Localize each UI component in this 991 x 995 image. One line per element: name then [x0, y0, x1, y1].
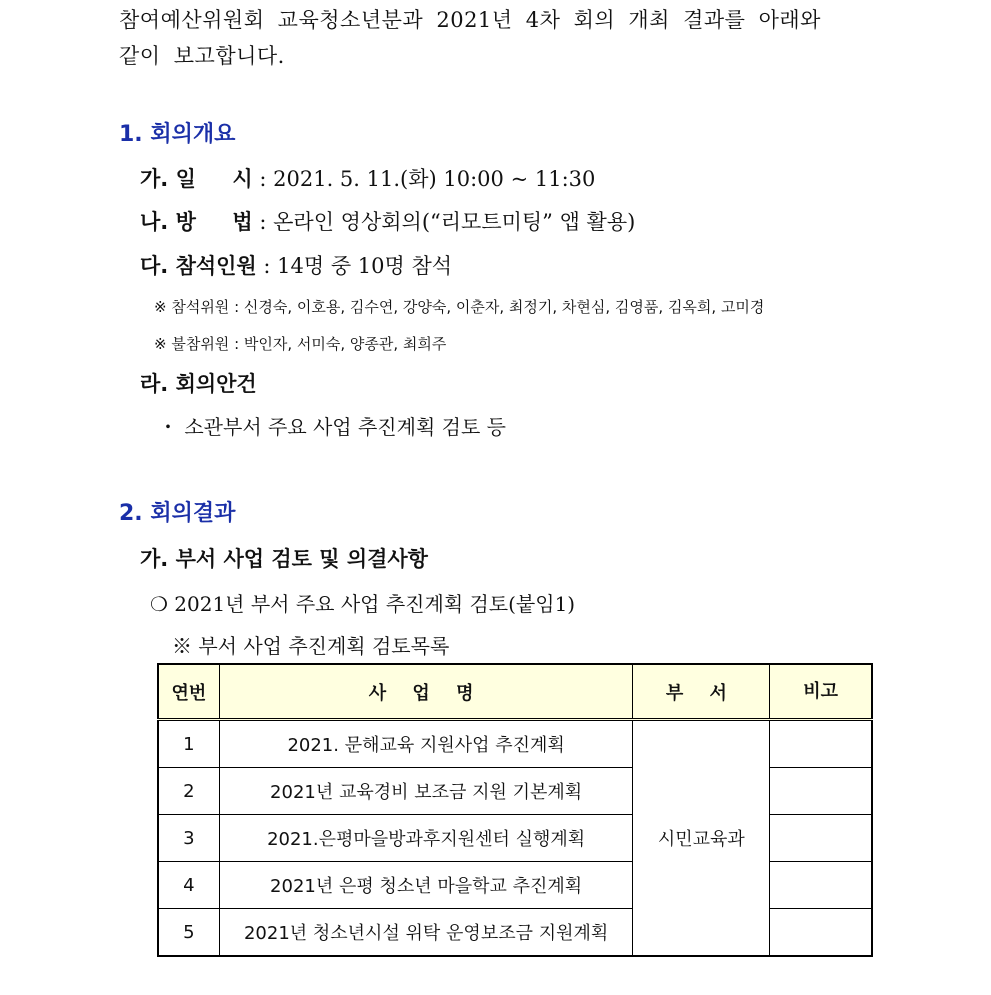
row-name: 2021. 문해교육 지원사업 추진계획 [219, 720, 633, 768]
row-name: 2021년 교육경비 보조금 지원 기본계획 [219, 768, 633, 815]
section-2-heading: 2. 회의결과 [119, 501, 236, 526]
row-note [770, 909, 872, 957]
overview-attendance [140, 250, 452, 280]
section-2-subheading: 가. 부서 사업 검토 및 의결사항 [140, 547, 428, 571]
row-name: 2021년 은평 청소년 마을학교 추진계획 [219, 862, 633, 909]
header-name: 사 업 명 [219, 664, 633, 720]
intro-line-2: 같이 보고합니다. [119, 44, 285, 68]
method-value: : 온라인 영상회의(“리모트미팅” 앱 활용) [259, 210, 636, 234]
row-no: 5 [158, 909, 219, 957]
attendees-note: ※ 참석위원 : 신경숙, 이호용, 김수연, 강양숙, 이춘자, 최정기, 차현심, 김영품, 김옥희, 고미경 [154, 298, 765, 316]
overview-method [140, 206, 635, 236]
table-caption: ※ 부서 사업 추진계획 검토목록 [172, 634, 450, 658]
attendance-value: : 14명 중 10명 참석 [263, 254, 453, 278]
row-no: 4 [158, 862, 219, 909]
row-note [770, 862, 872, 909]
review-table [157, 663, 873, 957]
table-header-row [158, 664, 872, 720]
date-value: : 2021. 5. 11.(화) 10:00 ~ 11:30 [259, 167, 596, 191]
date-label: 가. 일 시 [140, 167, 253, 191]
row-note [770, 768, 872, 815]
row-dept: 시민교육과 [633, 720, 770, 957]
method-label: 나. 방 법 [140, 210, 253, 234]
row-name: 2021년 청소년시설 위탁 운영보조금 지원계획 [219, 909, 633, 957]
agenda-item: ・ 소관부서 주요 사업 추진계획 검토 등 [158, 415, 506, 439]
row-note [770, 815, 872, 862]
row-no: 2 [158, 768, 219, 815]
header-dept: 부 서 [633, 664, 770, 720]
intro-line-1: 참여예산위원회 교육청소년분과 2021년 4차 회의 개최 결과를 아래와 [119, 8, 821, 32]
row-note [770, 720, 872, 768]
row-no: 3 [158, 815, 219, 862]
absentees-note: ※ 불참위원 : 박인자, 서미숙, 양종관, 최희주 [154, 335, 447, 353]
header-note: 비고 [770, 664, 872, 720]
header-no: 연번 [158, 664, 219, 720]
section-1-heading: 1. 회의개요 [119, 122, 236, 147]
attendance-label: 다. 참석인원 [140, 254, 257, 278]
review-item: ❍ 2021년 부서 주요 사업 추진계획 검토(붙임1) [150, 592, 576, 616]
agenda-label: 라. 회의안건 [140, 372, 257, 396]
overview-date [140, 163, 595, 193]
row-no: 1 [158, 720, 219, 768]
table-row [158, 720, 872, 768]
row-name: 2021.은평마을방과후지원센터 실행계획 [219, 815, 633, 862]
